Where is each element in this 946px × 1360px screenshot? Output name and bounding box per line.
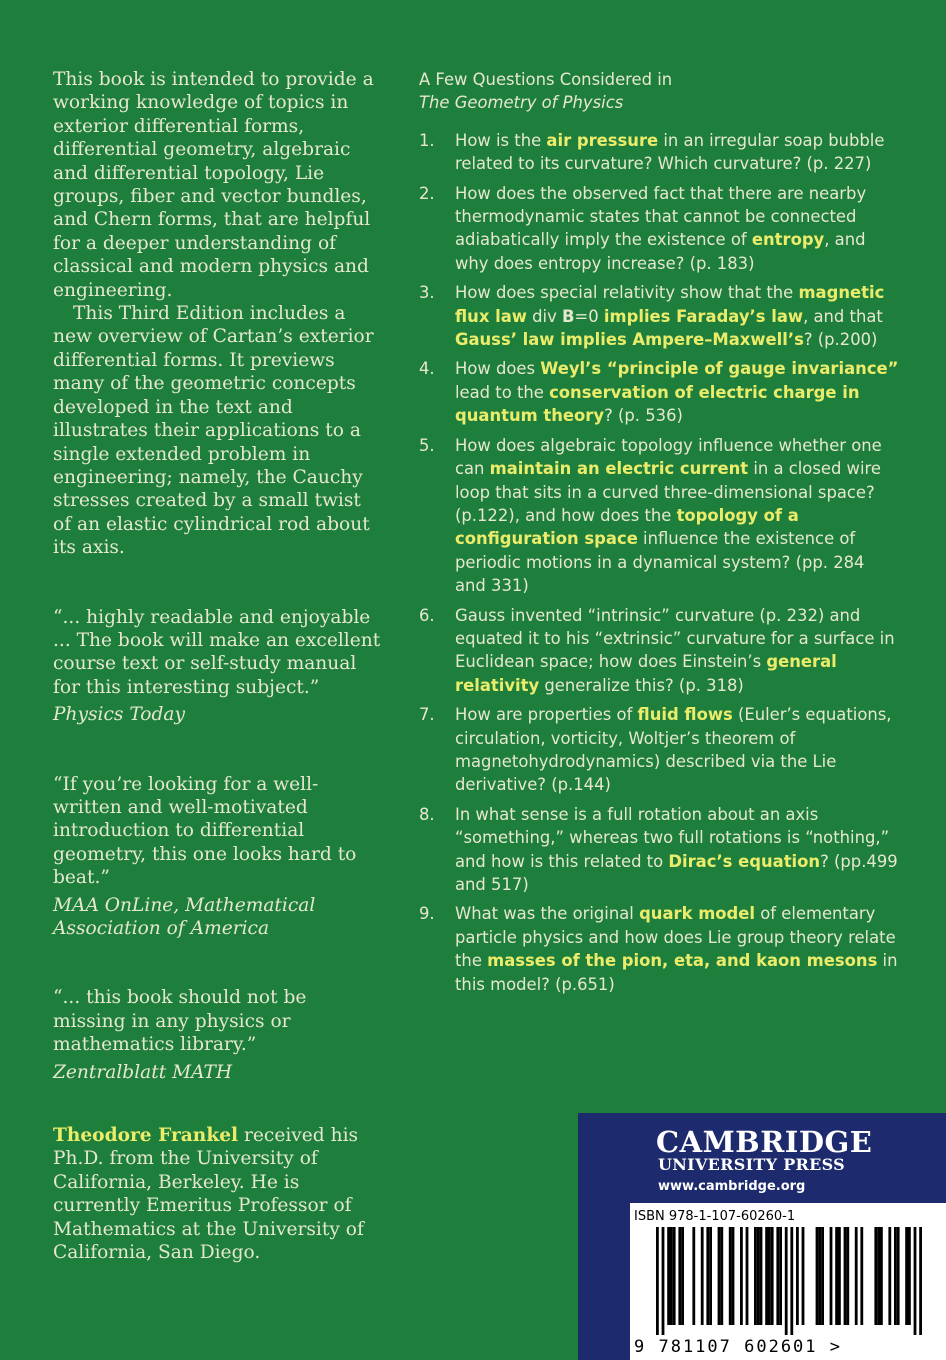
question-fragment: lead to the [455,382,550,402]
right-column [419,68,899,1002]
barcode-bar [835,1227,838,1325]
barcode-bar [908,1227,911,1325]
barcode-bar [662,1227,665,1335]
barcode-bar [757,1227,760,1325]
barcode-bar [768,1227,771,1325]
question-item [419,902,899,996]
highlighted-term: Weyl’s “principle of gauge invariance” [540,359,899,379]
question-fragment: How does algebraic topology influence whether one can [455,435,882,479]
barcode-bar [729,1227,732,1325]
barcode-bar [874,1227,877,1325]
review-source: MAA OnLine, Mathematical Association of America [53,894,316,939]
barcode-digits: 9 781107 602601 > [634,1337,842,1357]
barcode-bar [732,1227,735,1325]
highlighted-term: quark model [639,904,756,924]
edition-paragraph: This Third Edition includes a new overview of Cartan’s exterior differential forms. It previews many of the geometric concepts developed in the text and illustrates their applications to a single extended problem in engineering; namely, the Cauchy stresses created by a small twist of an elastic cylindrical rod about its axis. [53,303,374,559]
barcode-bar [765,1227,768,1325]
barcode-bar [681,1227,684,1325]
question-fragment: ? (p.200) [803,330,878,350]
barcode-bar [790,1227,793,1335]
review-quote: “... this book should not be missing in any physics or mathematics library.” [53,987,307,1056]
review-source: Zentralblatt MATH [53,1061,233,1083]
question-text [455,604,899,698]
barcode-bar [670,1227,673,1325]
isbn-label: ISBN 978-1-107-60260-1 [634,1209,796,1224]
barcode-bar [673,1227,676,1325]
barcode-panel [630,1203,946,1360]
question-number: 4. [419,359,435,379]
question-fragment: in a closed wire loop that sits in a curved three-dimensional space? (p.122), and how does the [455,459,881,525]
question-number: 2. [419,183,435,203]
barcode-bar [771,1227,774,1325]
question-fragment: How are properties of [455,705,638,725]
question-text [455,182,899,276]
highlighted-term: masses of the pion, eta, and kaon mesons [487,951,878,971]
question-fragment: What was the original [455,904,640,924]
barcode-bar [919,1227,922,1335]
highlighted-term: Dirac’s equation [668,851,821,871]
question-list [419,129,899,996]
publisher-url: www.cambridge.org [658,1179,806,1194]
question-text [455,357,899,427]
question-fragment: How is the [455,130,547,150]
question-number: 3. [419,283,435,303]
barcode-bar [754,1227,757,1325]
author-name: Theodore Frankel [53,1125,239,1147]
barcode-bar [709,1227,712,1325]
intro-paragraph: This book is intended to provide a working knowledge of topics in exterior differential forms, differential geometry, algebraic and differential topology, Lie groups, fiber and vector bundles, and Chern forms, that are helpful for a deeper understanding of classical and modern physics and engineering. [53,69,374,301]
highlighted-term: implies Faraday’s law [603,306,804,326]
barcode-bar [776,1227,779,1325]
highlighted-term: fluid flows [637,705,733,725]
barcode-bar [656,1227,659,1335]
question-text [455,129,899,176]
question-text [455,703,899,797]
question-text [455,803,899,897]
barcode-bar [894,1227,897,1325]
barcode-bar [860,1227,863,1325]
barcode-icon [638,1227,938,1335]
question-fragment: How does [455,359,541,379]
barcode-bar [818,1227,821,1325]
question-number: 5. [419,435,435,455]
question-text [455,434,899,598]
barcode-bar [692,1227,695,1325]
highlighted-term: air pressure [546,130,659,150]
barcode-bar [746,1227,749,1325]
barcode-bar [796,1227,799,1325]
barcode-bar [678,1227,681,1325]
question-fragment: , and why does entropy increase? (p. 183) [455,230,866,273]
review-quote: “... highly readable and enjoyable ... The book will make an excellent course text or self-study manual for this interesting subject.” [53,606,381,698]
barcode-bar [720,1227,723,1325]
question-item [419,803,899,897]
question-fragment: in an irregular soap bubble related to its curvature? Which curvature? (p. 227) [455,130,885,174]
question-fragment: generalize this? (p. 318) [539,675,744,695]
barcode-bar [838,1227,841,1325]
question-fragment: of elementary particle physics and how does Lie group theory relate the [455,904,896,971]
review-source: Physics Today [53,704,185,726]
highlighted-term: general relativity [455,652,837,695]
barcode-bar [701,1227,704,1325]
barcode-bar [802,1227,805,1325]
left-column [53,68,383,1264]
question-text [455,902,899,996]
barcode-bar [760,1227,763,1325]
barcode-bar [855,1227,858,1325]
barcode-bar [888,1227,891,1325]
barcode-bar [816,1227,819,1325]
barcode-bar [877,1227,880,1325]
barcode-bar [844,1227,847,1325]
publisher-name: CAMBRIDGE [656,1125,873,1159]
question-number: 6. [419,605,435,625]
barcode-bar [830,1227,833,1325]
barcode-bar [846,1227,849,1325]
barcode-bar [785,1227,788,1335]
barcode-bar [779,1227,782,1325]
question-fragment: =0 [574,306,604,326]
question-fragment: (Euler’s equations, circulation, vorticity, Woltjer’s theorem of magnetohydrodynamics) described via the Lie derivative? (p.144) [455,705,892,795]
question-fragment: ? (pp.499 and 517) [455,851,898,894]
highlighted-term: maintain an electric current [489,459,749,479]
highlighted-term: entropy [751,230,825,250]
barcode-bar [706,1227,709,1325]
question-item [419,434,899,598]
barcode-bar [667,1227,670,1325]
question-fragment: How does special relativity show that the [455,283,799,303]
question-number: 8. [419,804,435,824]
barcode-bar [914,1227,917,1335]
publisher-box [578,1113,946,1360]
barcode-bar [880,1227,883,1325]
highlighted-term: topology of a configuration space [455,505,799,549]
highlighted-term: Gauss’ law implies Ampere–Maxwell’s [455,330,804,350]
question-item [419,129,899,176]
question-fragment: influence the existence of periodic motions in a dynamical system? (pp. 284 and 331) [455,529,865,596]
bold-symbol: B [562,306,575,326]
highlighted-term: magnetic flux law [455,283,885,326]
barcode-bar [905,1227,908,1325]
barcode-bar [821,1227,824,1325]
question-item [419,281,899,351]
barcode-bar [897,1227,900,1325]
question-fragment: ? (p. 536) [604,406,683,426]
book-title: The Geometry of Physics [419,93,624,113]
question-number: 9. [419,904,435,924]
question-fragment: How does the observed fact that there are nearby thermodynamic states that cannot be connected adiabatically imply the existence of [455,183,867,250]
questions-heading-line1: A Few Questions Considered in [419,70,673,89]
question-item [419,357,899,427]
highlighted-term: conservation of electric charge in quantum theory [455,382,860,426]
barcode-bar [740,1227,743,1325]
barcode-bar [718,1227,721,1325]
question-fragment: div [526,306,563,326]
review-quote: “If you’re looking for a well-written and well-motivated introduction to differential geometry, this one looks hard to beat.” [53,773,357,889]
author-bio [53,1124,383,1264]
question-number: 1. [419,130,435,150]
question-fragment: , and that [803,306,883,326]
question-item [419,703,899,797]
question-fragment: in this model? (p.651) [455,951,898,994]
publisher-subtitle: UNIVERSITY PRESS [658,1155,845,1174]
question-item [419,604,899,698]
author-bio-text: received his Ph.D. from the University of California, Berkeley. He is currently Emeritus Professor of Mathematics at the University of California, San Diego. [53,1125,364,1264]
question-text [455,281,899,351]
question-fragment: Gauss invented “intrinsic” curvature (p. 232) and equated it to his “extrinsic” curvature for a surface in Euclidean space; how does Einstein’s [455,605,895,672]
question-number: 7. [419,705,435,725]
question-item [419,182,899,276]
question-fragment: In what sense is a full rotation about an axis “something,” whereas two full rotations is “nothing,” and how is this related to [455,804,890,871]
questions-heading [419,68,899,115]
